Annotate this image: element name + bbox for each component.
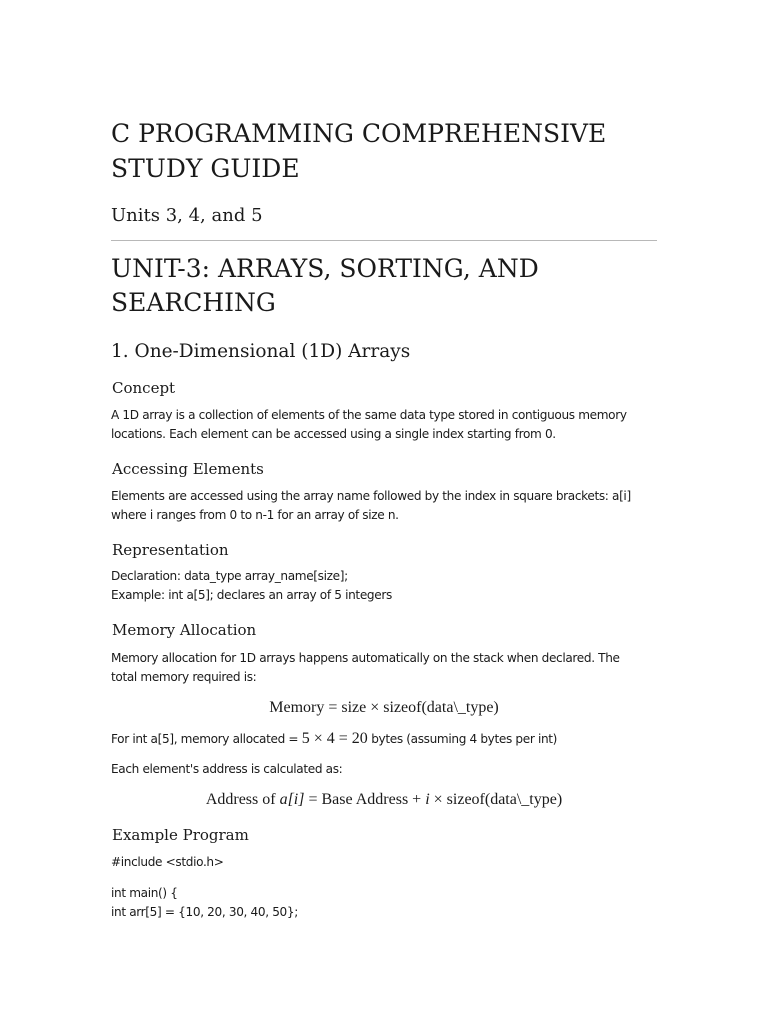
accessing-heading: Accessing Elements — [112, 460, 264, 478]
address-formula-i: i — [425, 791, 430, 808]
memory-example — [111, 729, 659, 749]
representation-line-1: Declaration: data_type array_name[size]; — [111, 569, 348, 583]
representation-heading: Representation — [112, 541, 229, 559]
representation-line-2: Example: int a[5]; declares an array of 5 integers — [111, 588, 392, 602]
example-program-heading: Example Program — [112, 826, 249, 844]
address-intro: Each element's address is calculated as: — [111, 762, 343, 776]
accessing-line-1: Elements are accessed using the array name followed by the index in square brackets: a[i] — [111, 489, 631, 503]
code-line-2: int main() { — [111, 886, 178, 900]
address-formula-mid: = Base Address + — [304, 791, 426, 808]
document-subtitle: Units 3, 4, and 5 — [111, 205, 263, 226]
accessing-line-2: where i ranges from 0 to n-1 for an array of size n. — [111, 508, 399, 522]
memory-example-suffix: bytes (assuming 4 bytes per int) — [367, 732, 558, 746]
concept-paragraph — [111, 406, 659, 444]
section-title: 1. One-Dimensional (1D) Arrays — [111, 341, 411, 362]
address-formula-prefix: Address of — [205, 791, 280, 808]
concept-line-1: A 1D array is a collection of elements of the same data type stored in contiguous memory — [111, 408, 627, 422]
code-line-1: #include <stdio.h> — [111, 855, 224, 869]
address-formula — [111, 789, 657, 811]
concept-heading: Concept — [112, 379, 176, 397]
memory-line-1: Memory allocation for 1D arrays happens automatically on the stack when declared. The — [111, 651, 620, 665]
concept-line-2: locations. Each element can be accessed using a single index starting from 0. — [111, 427, 556, 441]
address-formula-suffix: × sizeof(data\_type) — [429, 791, 563, 808]
document-title: C PROGRAMMING COMPREHENSIVE STUDY GUIDE — [111, 119, 607, 183]
memory-formula: Memory = size × sizeof(data\_type) — [269, 699, 499, 716]
memory-line-2: total memory required is: — [111, 670, 257, 684]
memory-heading: Memory Allocation — [112, 621, 257, 639]
address-formula-var: a[i] — [279, 791, 305, 808]
memory-paragraph — [111, 649, 659, 687]
code-line-3: int arr[5] = {10, 20, 30, 40, 50}; — [111, 905, 298, 919]
representation-paragraph — [111, 567, 659, 605]
memory-example-prefix: For int a[5], memory allocated = — [111, 732, 302, 746]
memory-example-math: 5 × 4 = 20 — [301, 730, 368, 747]
accessing-paragraph — [111, 487, 659, 525]
unit-title: UNIT-3: ARRAYS, SORTING, AND SEARCHING — [111, 254, 539, 317]
horizontal-divider — [111, 240, 657, 241]
